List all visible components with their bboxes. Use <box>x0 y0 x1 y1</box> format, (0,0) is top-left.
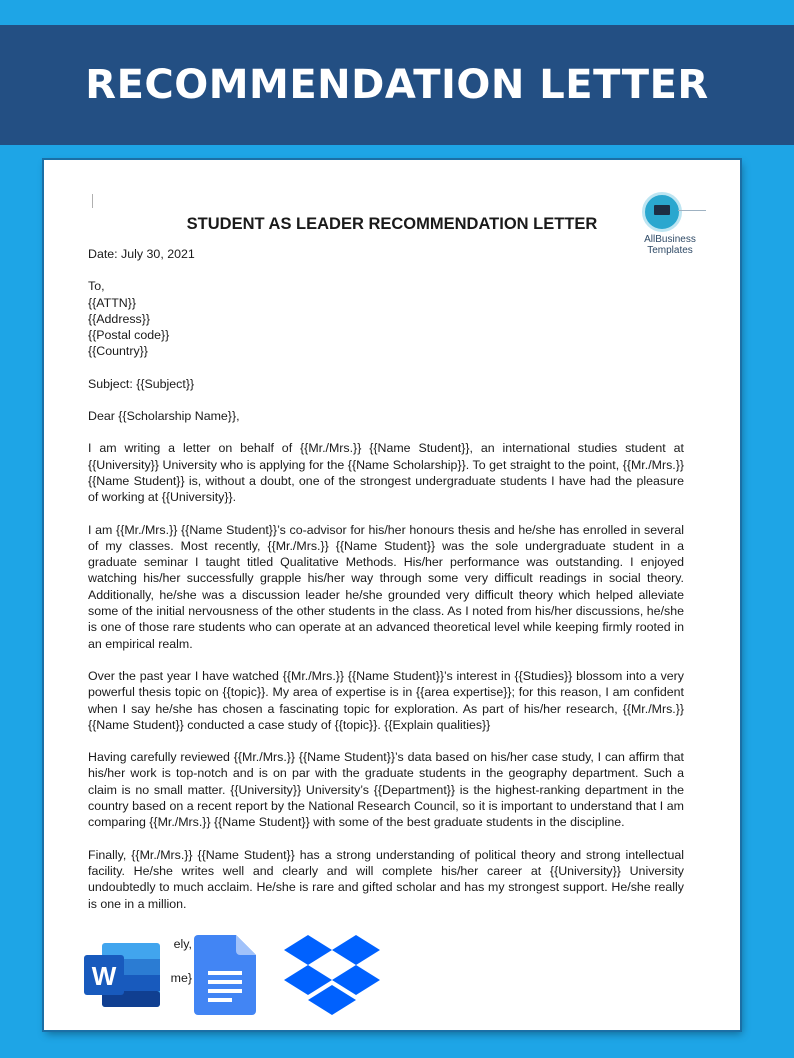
paragraph-1: I am writing a letter on behalf of {{Mr./Mrs.}} {{Name Student}}, an international studies student at {{University}} University who is applying for the {{Name Scholarship}}. To get straight to the point, {{Mr./Mrs.}} {{Name Student}} is, without a doubt, one of the strongest undergraduate students I have had the pleasure of working at {{University}}. <box>88 441 684 505</box>
letter-subject: Subject: {{Subject}} <box>88 376 195 391</box>
dropbox-icon[interactable] <box>284 935 380 1021</box>
logo-text: AllBusiness Templates <box>644 234 696 256</box>
paragraph-2: I am {{Mr./Mrs.}} {{Name Student}}’s co-advisor for his/her honours thesis and he/she has enrolled in several of my classes. Most recently, {{Mr./Mrs.}} {{Name Student}} was the sole undergraduate student in a graduate seminar I taught titled Qualitative Methods. His/her performance was outstanding. I enjoyed watching his/her successfully grapple his/her way through some very difficult readings in social theory. Additionally, he/she was a discussion leader he/she grounded very difficult theory which helped alleviate some of the initial nervousness of the other students in the class. As I noted from his/her discussions, he/she is one of those rare students who can operate at an advanced theoretical level while keeping firmly rooted in an empirical realm. <box>88 522 684 651</box>
letter-body <box>88 246 684 928</box>
banner-title: RECOMMENDATION LETTER <box>85 62 709 108</box>
closing-fragments: ely, me} <box>170 937 192 985</box>
margin-mark <box>84 194 93 208</box>
header-banner <box>0 25 794 145</box>
app-icons <box>82 935 382 1025</box>
google-docs-icon[interactable] <box>194 935 256 1015</box>
microsoft-word-icon[interactable] <box>82 939 162 1011</box>
document-preview <box>44 160 740 1030</box>
recipient-address: To, {{ATTN}} {{Address}} {{Postal code}} {{Country}} <box>88 279 170 359</box>
letter-date: Date: July 30, 2021 <box>88 247 195 261</box>
letter-salutation: Dear {{Scholarship Name}}, <box>88 409 240 424</box>
paragraph-5: Finally, {{Mr./Mrs.}} {{Name Student}} has a strong understanding of political theory and strong intellectual facility. He/she writes well and clearly and will complete his/her career at {{University}} University undoubtedly to much acclaim. He/she is rare and gifted scholar and has my strongest support. He/she really is one in a million. <box>88 847 684 911</box>
paragraph-3: Over the past year I have watched {{Mr./Mrs.}} {{Name Student}}’s interest in {{Studies}} blossom into a very powerful thesis topic on {{topic}}. My area of expertise is in {{area expertise}}; for this reason, I am confident when I say he/she has chosen a fascinating topic for exploration. As part of his/her research, {{Mr./Mrs.}} {{Name Student}} conducted a case study of {{topic}}. {{Explain qualities}} <box>88 668 684 732</box>
paragraph-4: Having carefully reviewed {{Mr./Mrs.}} {{Name Student}}’s data based on his/her case study, I can affirm that his/her work is top-notch and is on par with the graduate students in the geography department. Such a claim is no small matter. {{University}} University’s {{Department}} is the highest-ranking department in the country based on a recent report by the National Research Council, so it is important to understand that I am comparing {{Mr./Mrs.}} {{Name Student}} with some of the best graduate students in the discipline. <box>88 750 684 830</box>
letter-title: STUDENT AS LEADER RECOMMENDATION LETTER <box>186 215 598 233</box>
svg-text:W: W <box>91 961 117 991</box>
